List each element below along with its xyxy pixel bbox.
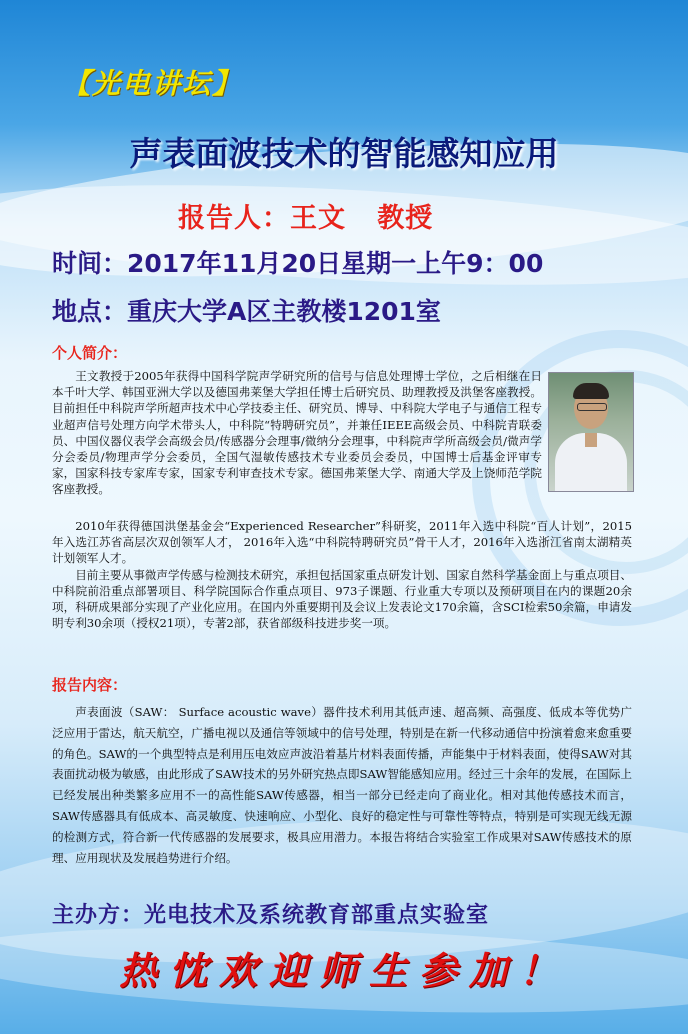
photo-figure — [573, 383, 609, 399]
poster-title: 声表面波技术的智能感知应用 — [129, 134, 559, 173]
host-organizer: 主办方：光电技术及系统教育部重点实验室 — [52, 903, 490, 928]
bio-paragraph: 王文教授于2005年获得中国科学院声学研究所的信号与信息处理博士学位，之后相继在日本千叶大学、韩国亚洲大学以及德国弗莱堡大学担任博士后研究员、助理教授及洪堡客座教授。目前担任中科院声学所超声技术中心学技委主任、研究员、博导、中科院大学电子与通信工程专业超声信号处理方向学术带头人，中科院“特聘研究员”，并兼任IEEE高级会员、中科院青联委员、中国仪器仪表学会高级会员/传感器分会理事/微纳分会理事，中科院声学所高级会员/微声学分会委员/物理声学分会委员，全国气湿敏传感技术专业委员会委员，中国博士后基金评审专家，国家科技专家库专家，国家专利审查技术专家。德国弗莱堡大学、南通大学及上饶师范学院客座教授。 — [52, 369, 542, 497]
bio-paragraph: 2010年获得德国洪堡基金会“Experienced Researcher”科研奖，2011年入选中科院“百人计划”，2015年入选江苏省高层次双创领军人才， 2016年入选“中科院特聘研究员”骨干人才，2016年入选浙江省南太湖精英计划领军人才。 — [52, 519, 632, 566]
bio-section-continued — [52, 518, 632, 631]
bio-heading: 个人简介： — [52, 344, 128, 362]
reporter: 报告人：王文 教授 — [178, 203, 434, 234]
photo-figure — [577, 403, 607, 411]
bio-section — [52, 368, 542, 498]
event-time: 时间：2017年11月20日星期一上午9：00 — [52, 249, 544, 278]
photo-figure — [585, 433, 597, 447]
speaker-photo — [548, 372, 634, 492]
event-place: 地点：重庆大学A区主教楼1201室 — [52, 297, 441, 326]
forum-label: 【光电讲坛】 — [62, 67, 243, 100]
bio-paragraph: 目前主要从事微声学传感与检测技术研究，承担包括国家重点研发计划、国家自然科学基金面上与重点项目、中科院前沿重点部署项目、科学院国际合作重点项目、973子课题、行业重大专项以及预研项目在内的课题20余项，科研成果部分实现了产业化应用。在国内外重要期刊及会议上发表论文170余篇，含SCI检索50余篇，申请发明专利30余项（授权21项），专著2部，获省部级科技进步奖一项。 — [52, 567, 632, 631]
report-content — [52, 702, 632, 868]
report-paragraph: 声表面波（SAW： Surface acoustic wave）器件技术利用其低声速、超高频、高强度、低成本等优势广泛应用于雷达，航天航空，广播电视以及通信等领域中的信号处理，特别是在新一代移动通信中扮演着愈来愈重要的角色。SAW的一个典型特点是利用压电效应声波沿着基片材料表面传播，声能集中于材料表面，使得SAW对其表面扰动极为敏感，由此形成了SAW技术的另外研究热点即SAW智能感知应用。经过三十余年的发展，在国际上已经发展出种类繁多应用不一的高性能SAW传感器，相当一部分已经走向了商业化。相对其他传感技术而言，SAW传感器具有低成本、高灵敏度、快速响应、小型化、良好的稳定性与可靠性等特点，特别是可实现无线无源的检测方式，符合新一代传感器的发展要求，极具应用潜力。本报告将结合实验室工作成果对SAW传感技术的原理、应用现状及发展趋势进行介绍。 — [52, 705, 632, 865]
report-heading: 报告内容： — [52, 676, 128, 694]
welcome-banner: 热忱欢迎师生参加！ — [118, 948, 569, 993]
